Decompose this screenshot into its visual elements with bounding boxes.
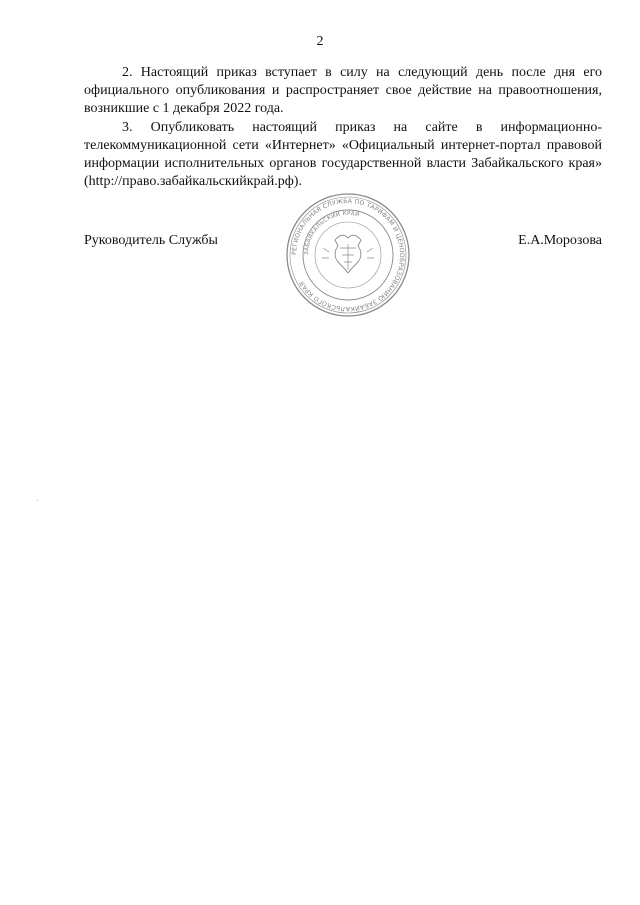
scan-artifact-dot — [37, 500, 38, 501]
paragraph-effective-date: 2. Настоящий приказ вступает в силу на следующий день после дня его официального опубликования и распространяет свое действие на правоотношения, возникшие с 1 декабря 2022 года. — [84, 65, 602, 117]
signer-position: Руководитель Службы — [84, 233, 218, 248]
seal-stamp-image — [285, 192, 411, 318]
page-number: 2 — [316, 34, 324, 49]
paragraph-publication: 3. Опубликовать настоящий приказ на сайте в информационно-телекоммуникационной сети «Интернет» «Официальный интернет-портал правовой информации исполнительных органов государственной власти Забайкальского края» (http://право.забайкальскийкрай.рф). — [84, 119, 602, 190]
seal-inner-text: ЗАБАЙКАЛЬСКИЙ КРАЙ — [303, 210, 361, 256]
document-body — [84, 64, 602, 191]
signer-name: Е.А.Морозова — [518, 233, 602, 248]
official-seal — [285, 192, 411, 318]
seal-outer-text: РЕГИОНАЛЬНАЯ СЛУЖБА ПО ТАРИФАМ И ЦЕНООБРАЗОВАНИЮ ЗАБАЙКАЛЬСКОГО КРАЯ — [290, 197, 406, 313]
